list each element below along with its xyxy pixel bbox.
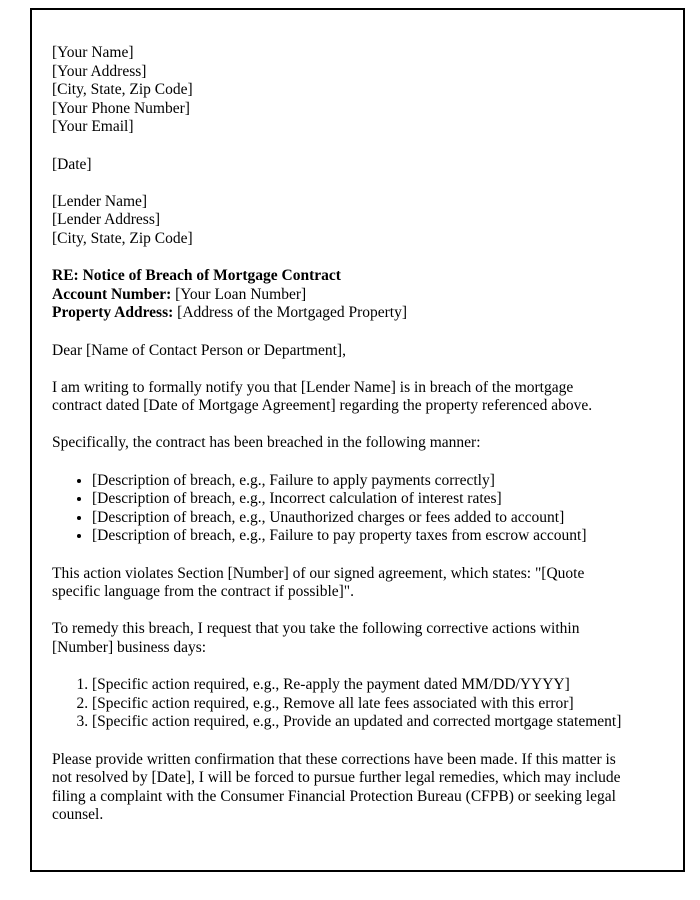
breach-item: • [Description of breach, e.g., Failure to pay property taxes from escrow account] <box>92 527 624 546</box>
breach-item: • [Description of breach, e.g., Failure to apply payments correctly] <box>92 472 624 491</box>
account-number-label: Account Number: <box>52 285 172 303</box>
notify-paragraph: I am writing to formally notify you that [Lender Name] is in breach of the mortgage contract dated [Date of Mortgage Agreement] regarding the property referenced above. <box>52 378 593 415</box>
sender-address-block <box>52 44 624 137</box>
sender-city-line: [City, State, Zip Code] <box>52 81 193 99</box>
breach-item: • [Description of breach, e.g., Unauthorized charges or fees added to account] <box>92 509 624 528</box>
recipient-address-block <box>52 193 624 249</box>
date-line: [Date] <box>52 155 92 173</box>
subject-block <box>52 267 624 323</box>
account-number-value: [Your Loan Number] <box>175 285 307 303</box>
property-address-line <box>52 304 624 323</box>
action-item: 3. [Specific action required, e.g., Provide an updated and corrected mortgage statement] <box>92 713 624 732</box>
re-subject-text: RE: Notice of Breach of Mortgage Contract <box>52 267 341 285</box>
specifically-paragraph: Specifically, the contract has been breached in the following manner: <box>52 434 481 452</box>
date-block <box>52 156 624 175</box>
account-number-line <box>52 286 624 305</box>
property-address-value: [Address of the Mortgaged Property] <box>177 304 408 322</box>
lender-name-line: [Lender Name] <box>52 192 148 210</box>
action-item: 1. [Specific action required, e.g., Re-apply the payment dated MM/DD/YYYY] <box>92 676 624 695</box>
sender-address-line: [Your Address] <box>52 62 147 80</box>
breach-item: • [Description of breach, e.g., Incorrect calculation of interest rates] <box>92 490 624 509</box>
lender-address-line: [Lender Address] <box>52 211 161 229</box>
lender-city-line: [City, State, Zip Code] <box>52 229 193 247</box>
sender-email-line: [Your Email] <box>52 118 134 136</box>
confirmation-paragraph: Please provide written confirmation that these corrections have been made. If this matter is not resolved by [Date], I will be forced to pursue further legal remedies, which may include filing a complaint with the Consumer Financial Protection Bureau (CFPB) or seeking legal counsel. <box>52 750 621 824</box>
salutation-line: Dear [Name of Contact Person or Department], <box>52 341 346 359</box>
violates-paragraph: This action violates Section [Number] of our signed agreement, which states: "[Quote specific language from the contract if possible]". <box>52 564 585 601</box>
sender-phone-line: [Your Phone Number] <box>52 99 190 117</box>
sender-name-line: [Your Name] <box>52 44 134 61</box>
property-address-label: Property Address: <box>52 304 174 322</box>
action-list <box>52 676 624 732</box>
remedy-paragraph: To remedy this breach, I request that you take the following corrective actions within [Number] business days: <box>52 620 580 656</box>
letter-page <box>30 8 685 872</box>
letter-content <box>32 10 644 864</box>
breach-list <box>52 472 624 546</box>
re-subject-line <box>52 267 624 286</box>
action-item: 2. [Specific action required, e.g., Remove all late fees associated with this error] <box>92 695 624 714</box>
